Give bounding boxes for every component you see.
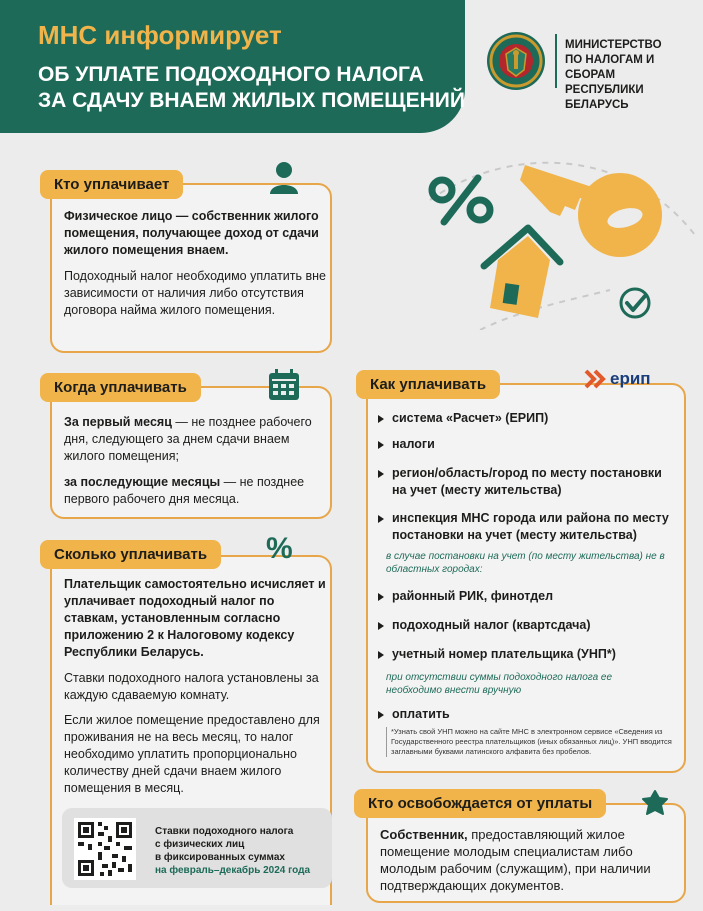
percent-icon bbox=[432, 178, 490, 222]
illustration-key-house bbox=[420, 140, 700, 330]
erip-chevron-icon bbox=[584, 369, 606, 389]
step-5: районный РИК, финотдел bbox=[378, 588, 678, 605]
who-pays-text2: Подоходный налог необходимо уплатить вне зависимости от наличия либо отсутствия договора найма жилого помещения. bbox=[64, 269, 326, 317]
logo-divider bbox=[555, 34, 557, 88]
star-icon bbox=[641, 789, 669, 817]
exempt-label: Кто освобождается от уплаты bbox=[354, 789, 606, 818]
qr-caption-line3: в фиксированных суммах bbox=[155, 852, 285, 863]
exempt-text-bold: Собственник, bbox=[380, 827, 468, 842]
step-2: налоги bbox=[378, 436, 678, 453]
ministry-line2: ПО НАЛОГАМ И СБОРАМ bbox=[565, 54, 655, 81]
who-pays-label: Кто уплачивает bbox=[40, 170, 183, 199]
note-manual: при отсутствии суммы подоходного налога ее необходимо внести вручную bbox=[386, 672, 613, 696]
when-pay-text1-bold: За первый месяц bbox=[64, 415, 172, 429]
header-title: МНС информирует bbox=[38, 20, 282, 50]
step-4: инспекция МНС города или района по месту постановки на учет (месту жительства) bbox=[378, 510, 678, 544]
ministry-name bbox=[565, 38, 703, 113]
step-7: учетный номер плательщика (УНП*) bbox=[378, 646, 678, 663]
ministry-emblem-icon bbox=[485, 30, 547, 92]
header-subtitle bbox=[38, 62, 465, 114]
step-3: регион/область/город по месту постановки на учет (месту жительства) bbox=[378, 465, 678, 499]
how-pay-label: Как уплачивать bbox=[356, 370, 500, 399]
qr-caption-line2: с физических лиц bbox=[155, 839, 245, 850]
how-much-text3: Если жилое помещение предоставлено для проживания не на весь месяц, то налог необходимо уплатить пропорционально количеству дней сдачи внаем жилого помещения в месяц. bbox=[64, 713, 320, 795]
percent-small-icon: % bbox=[266, 532, 293, 565]
exempt-text-rest: предоставляющий жилое помещение молодым специалистам либо молодым рабочим (служащим), при наличии подтверждающих документов. bbox=[380, 827, 651, 893]
who-pays-text1: Физическое лицо — собственник жилого помещения, получающее доход от сдачи жилого помещения внаем. bbox=[64, 209, 319, 257]
unp-footnote: *Узнать свой УНП можно на сайте МНС в электронном сервисе «Сведения из Государственного реестра плательщиков (иных обязанных лиц)». УНП вводится заглавными буквами латинского алфавита без пробелов. bbox=[386, 727, 681, 757]
how-much-text2: Ставки подоходного налога установлены за каждую сдаваемую комнату. bbox=[64, 671, 319, 702]
ministry-line1: МИНИСТЕРСТВО bbox=[565, 39, 662, 51]
person-icon bbox=[266, 160, 302, 196]
how-much-text1: Плательщик самостоятельно исчисляет и уплачивает подоходный налог по ставкам, установленным согласно приложению 2 к Налоговому кодексу Республики Беларусь. bbox=[64, 577, 326, 659]
when-pay-text2 bbox=[64, 474, 326, 508]
calendar-icon bbox=[266, 367, 302, 403]
qr-code[interactable] bbox=[74, 818, 136, 880]
note-regions: в случае постановки на учет (по месту жительства) не в областных городах: bbox=[386, 551, 665, 575]
qr-caption-line1: Ставки подоходного налога bbox=[155, 826, 294, 837]
erip-text: ерип bbox=[610, 369, 651, 388]
check-icon bbox=[621, 289, 649, 317]
when-pay-text1 bbox=[64, 414, 326, 465]
step-1: система «Расчет» (ЕРИП) bbox=[378, 410, 678, 427]
ministry-line3: РЕСПУБЛИКИ БЕЛАРУСЬ bbox=[565, 84, 644, 111]
header-banner bbox=[0, 0, 465, 133]
erip-logo bbox=[584, 369, 651, 389]
when-pay-text1-rest: — не позднее рабочего дня, следующего за днем сдачи внаем жилого помещения; bbox=[64, 415, 312, 463]
how-much-label: Сколько уплачивать bbox=[40, 540, 221, 569]
header-subtitle-line1: ОБ УПЛАТЕ ПОДОХОДНОГО НАЛОГА bbox=[38, 63, 424, 86]
when-pay-text2-bold: за последующие месяцы bbox=[64, 475, 221, 489]
step-6: подоходный налог (квартсдача) bbox=[378, 617, 678, 634]
qr-caption-line4: на февраль–декабрь 2024 года bbox=[155, 865, 311, 876]
when-pay-text2-rest: — не позднее первого рабочего дня месяца. bbox=[64, 475, 305, 506]
qr-caption bbox=[155, 825, 310, 877]
header-subtitle-line2: ЗА СДАЧУ ВНАЕМ ЖИЛЫХ ПОМЕЩЕНИЙ bbox=[38, 89, 465, 112]
step-8: оплатить bbox=[378, 706, 678, 723]
when-pay-label: Когда уплачивать bbox=[40, 373, 201, 402]
exempt-text bbox=[380, 826, 675, 894]
